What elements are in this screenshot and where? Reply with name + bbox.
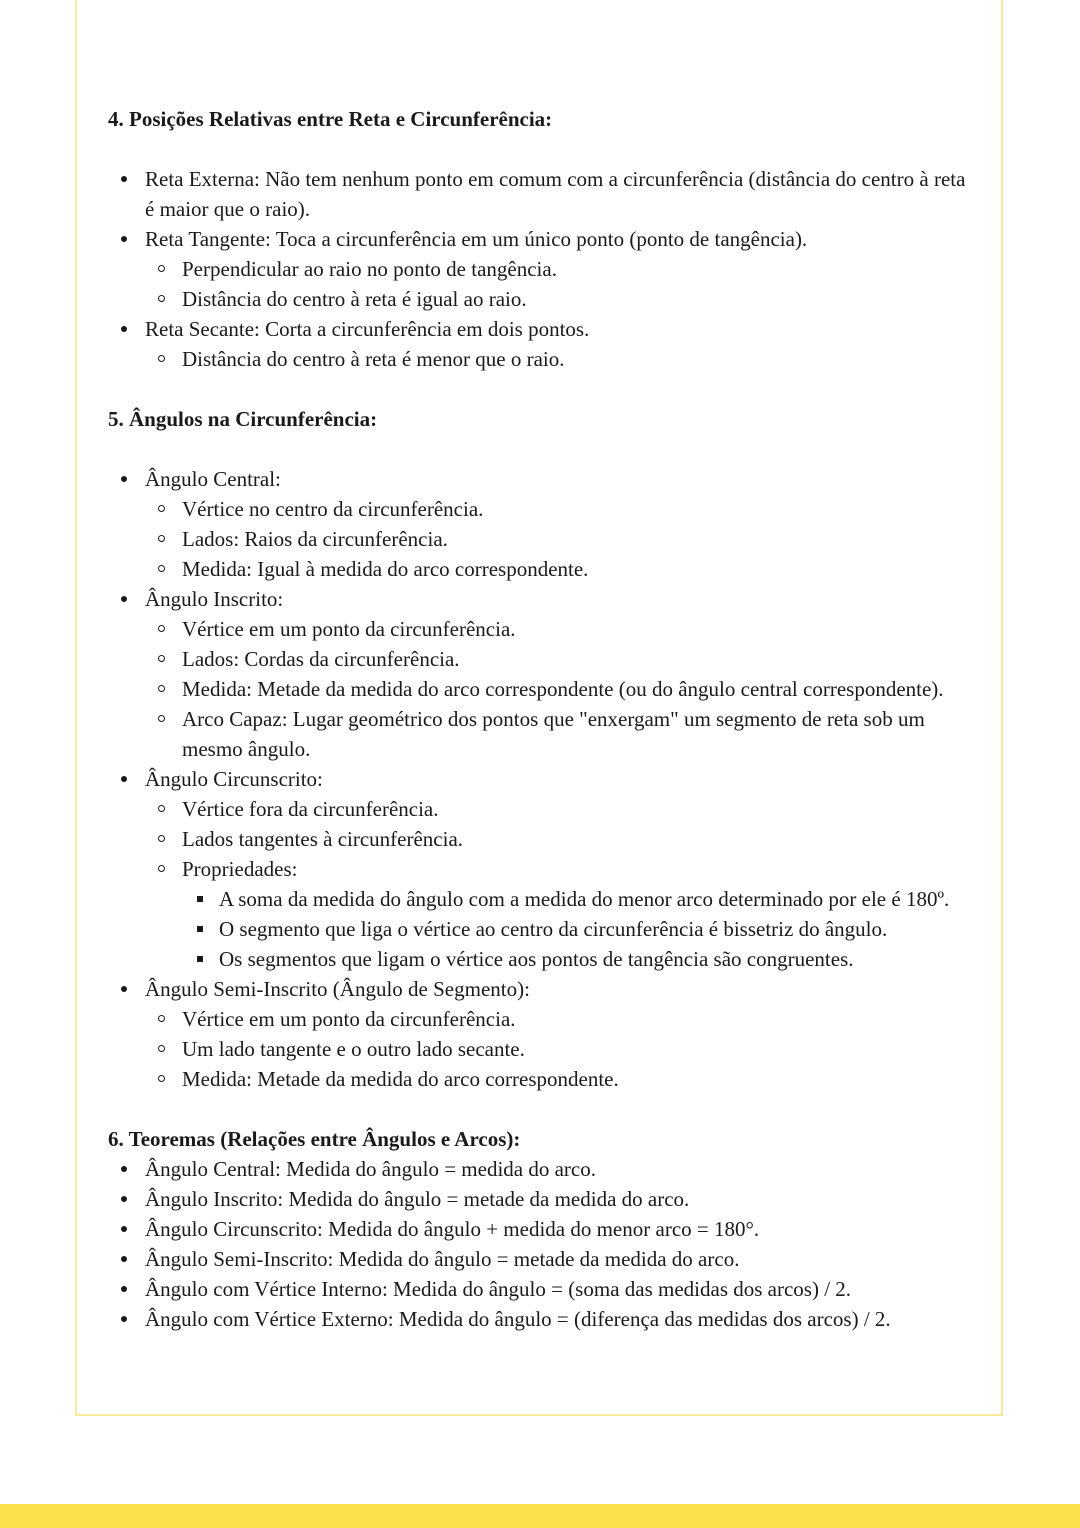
list-item bbox=[108, 314, 978, 374]
sub-list-item: Medida: Metade da medida do arco correspondente. bbox=[145, 1064, 978, 1094]
section-title: 4. Posições Relativas entre Reta e Circunferência: bbox=[108, 107, 553, 131]
bullet-list bbox=[108, 1154, 978, 1334]
list-item bbox=[108, 464, 978, 584]
section-teoremas bbox=[108, 1124, 978, 1334]
list-item-text: Ângulo Inscrito: bbox=[145, 587, 284, 611]
list-item-text: Reta Secante: Corta a circunferência em dois pontos. bbox=[145, 317, 590, 341]
list-item: Ângulo com Vértice Interno: Medida do ângulo = (soma das medidas dos arcos) / 2. bbox=[108, 1274, 978, 1304]
list-item bbox=[108, 974, 978, 1094]
sub-list-item: Vértice fora da circunferência. bbox=[145, 794, 978, 824]
sub-sub-list bbox=[182, 884, 978, 974]
sub-sub-list-item: A soma da medida do ângulo com a medida do menor arco determinado por ele é 180º. bbox=[182, 884, 978, 914]
list-item-text: Reta Tangente: Toca a circunferência em um único ponto (ponto de tangência). bbox=[145, 227, 808, 251]
sub-list bbox=[145, 794, 978, 974]
sub-list-item-text: Propriedades: bbox=[182, 857, 298, 881]
sub-list-item: Vértice em um ponto da circunferência. bbox=[145, 1004, 978, 1034]
sub-list-item: Lados tangentes à circunferência. bbox=[145, 824, 978, 854]
bullet-list bbox=[108, 164, 978, 374]
sub-list bbox=[145, 344, 978, 374]
sub-sub-list-item: Os segmentos que ligam o vértice aos pontos de tangência são congruentes. bbox=[182, 944, 978, 974]
list-item-text: Reta Externa: Não tem nenhum ponto em comum com a circunferência (distância do centro à reta é maior que o raio). bbox=[145, 167, 966, 221]
sub-list-item: Distância do centro à reta é menor que o raio. bbox=[145, 344, 978, 374]
sub-list-item: Perpendicular ao raio no ponto de tangência. bbox=[145, 254, 978, 284]
sub-list-item: Lados: Raios da circunferência. bbox=[145, 524, 978, 554]
list-item bbox=[108, 584, 978, 764]
list-item: Ângulo Circunscrito: Medida do ângulo + medida do menor arco = 180°. bbox=[108, 1214, 978, 1244]
sub-list-item: Um lado tangente e o outro lado secante. bbox=[145, 1034, 978, 1064]
sub-list-item: Medida: Metade da medida do arco correspondente (ou do ângulo central correspondente). bbox=[145, 674, 978, 704]
section-posicoes-relativas bbox=[108, 104, 978, 374]
sub-list bbox=[145, 254, 978, 314]
list-item: Ângulo Central: Medida do ângulo = medida do arco. bbox=[108, 1154, 978, 1184]
list-item bbox=[108, 764, 978, 974]
bottom-accent-bar bbox=[0, 1504, 1080, 1528]
sub-list-item: Medida: Igual à medida do arco correspondente. bbox=[145, 554, 978, 584]
list-item: Ângulo com Vértice Externo: Medida do ângulo = (diferença das medidas dos arcos) / 2. bbox=[108, 1304, 978, 1334]
sub-list-item bbox=[145, 854, 978, 974]
document-content bbox=[108, 104, 978, 1334]
sub-list bbox=[145, 494, 978, 584]
section-angulos bbox=[108, 404, 978, 1094]
sub-sub-list-item: O segmento que liga o vértice ao centro da circunferência é bissetriz do ângulo. bbox=[182, 914, 978, 944]
sub-list bbox=[145, 614, 978, 764]
list-item: Ângulo Semi-Inscrito: Medida do ângulo = metade da medida do arco. bbox=[108, 1244, 978, 1274]
sub-list-item: Vértice no centro da circunferência. bbox=[145, 494, 978, 524]
list-item-text: Ângulo Circunscrito: bbox=[145, 767, 323, 791]
bullet-list bbox=[108, 464, 978, 1094]
list-item bbox=[108, 164, 978, 224]
section-title: 5. Ângulos na Circunferência: bbox=[108, 407, 378, 431]
sub-list-item: Lados: Cordas da circunferência. bbox=[145, 644, 978, 674]
list-item-text: Ângulo Central: bbox=[145, 467, 281, 491]
list-item-text: Ângulo Semi-Inscrito (Ângulo de Segmento): bbox=[145, 977, 530, 1001]
list-item bbox=[108, 224, 978, 314]
sub-list-item: Distância do centro à reta é igual ao raio. bbox=[145, 284, 978, 314]
section-title: 6. Teoremas (Relações entre Ângulos e Arcos): bbox=[108, 1127, 521, 1151]
sub-list-item: Arco Capaz: Lugar geométrico dos pontos que "enxergam" um segmento de reta sob um mesmo ângulo. bbox=[145, 704, 978, 764]
sub-list-item: Vértice em um ponto da circunferência. bbox=[145, 614, 978, 644]
sub-list bbox=[145, 1004, 978, 1094]
list-item: Ângulo Inscrito: Medida do ângulo = metade da medida do arco. bbox=[108, 1184, 978, 1214]
